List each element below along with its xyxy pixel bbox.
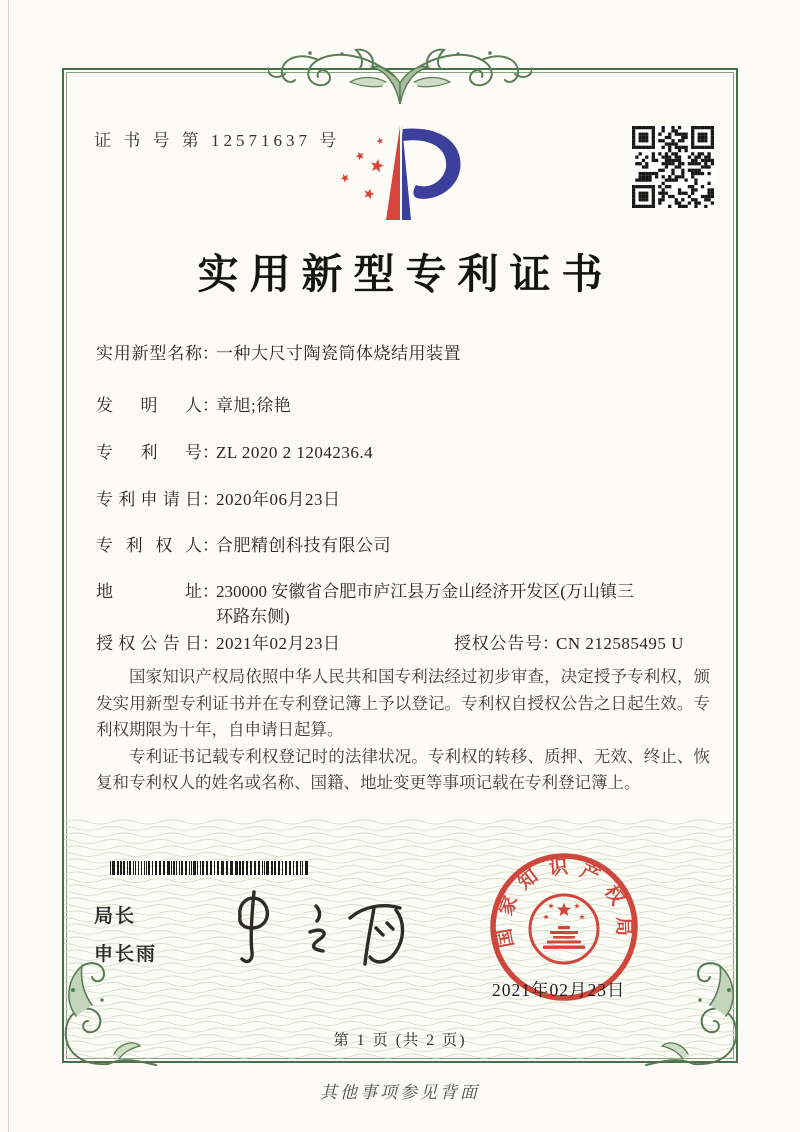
scan-edge-line <box>8 0 9 1132</box>
legal-paragraph-2: 专利证书记载专利权登记时的法律状况。专利权的转移、质押、无效、终止、恢复和专利权人的姓名或名称、国籍、地址变更等事项记载在专利登记簿上。 <box>96 746 710 792</box>
legal-paragraph-1: 国家知识产权局依照中华人民共和国专利法经过初步审查，决定授予专利权，颁发实用新型专利证书并在专利登记簿上予以登记。专利权自授权公告之日起生效。专利权期限为十年，自申请日起算。 <box>96 667 710 739</box>
field-value: 2020年06月23日 <box>216 490 341 509</box>
field-value: ZL 2020 2 1204236.4 <box>216 443 374 462</box>
colon: ： <box>202 536 219 555</box>
certificate-number: 证 书 号 第 12571637 号 <box>94 131 341 150</box>
commissioner-title: 局长 <box>94 906 137 927</box>
field-value: CN 212585495 U <box>556 634 684 653</box>
commissioner-name: 申长雨 <box>94 944 158 965</box>
field-value <box>216 579 696 629</box>
field-row-patent-number <box>96 440 373 465</box>
colon: ： <box>202 490 219 509</box>
field-row-patentee <box>96 533 391 558</box>
seal-date: 2021年02月23日 <box>492 980 626 1000</box>
grant-number-pair <box>454 631 684 656</box>
field-value: 一种大尺寸陶瓷筒体烧结用装置 <box>216 344 461 363</box>
seal-ring-text: 国家知识产权局 <box>493 856 634 950</box>
legal-text <box>96 664 710 797</box>
field-value: 章旭;徐艳 <box>216 396 292 415</box>
qr-code <box>632 126 714 208</box>
barcode <box>110 861 310 875</box>
certificate-title: 实用新型专利证书 <box>197 251 614 297</box>
field-row-name <box>96 341 461 366</box>
field-value: 2021年02月23日 <box>216 634 341 653</box>
svg-text:国家知识产权局 <box>493 855 635 950</box>
field-label: 实用新型名称 <box>96 344 202 363</box>
page-indicator: 第 1 页 (共 2 页) <box>333 1032 467 1049</box>
field-label: 授权公告号 <box>454 634 542 653</box>
bottom-left-corner-ornament <box>46 960 158 1078</box>
colon: ： <box>542 634 559 653</box>
field-label: 专利权人 <box>96 536 202 555</box>
field-row-address <box>96 579 696 629</box>
address-line-1: 230000 安徽省合肥市庐江县万金山经济开发区(万山镇三 <box>216 582 634 601</box>
field-row-application-date <box>96 487 341 512</box>
colon: ： <box>202 582 219 601</box>
field-label: 专利申请日 <box>96 490 202 509</box>
colon: ： <box>202 443 219 462</box>
field-value: 合肥精创科技有限公司 <box>216 536 391 555</box>
colon: ： <box>202 396 219 415</box>
top-crest-ornament <box>268 24 532 116</box>
address-line-2: 环路东侧) <box>216 607 290 626</box>
field-label: 地址 <box>96 582 202 601</box>
field-label: 授权公告日 <box>96 634 202 653</box>
cnipa-logo <box>333 113 468 225</box>
colon: ： <box>202 634 219 653</box>
bottom-right-corner-ornament <box>644 960 756 1078</box>
national-emblem <box>530 895 598 963</box>
field-label: 发明人 <box>96 396 202 415</box>
field-row-inventor <box>96 393 291 418</box>
field-label: 专利号 <box>96 443 202 462</box>
handwritten-signature <box>224 878 420 974</box>
field-row-grant <box>96 631 712 656</box>
colon: ： <box>202 344 219 363</box>
back-note: 其他事项参见背面 <box>320 1083 480 1102</box>
